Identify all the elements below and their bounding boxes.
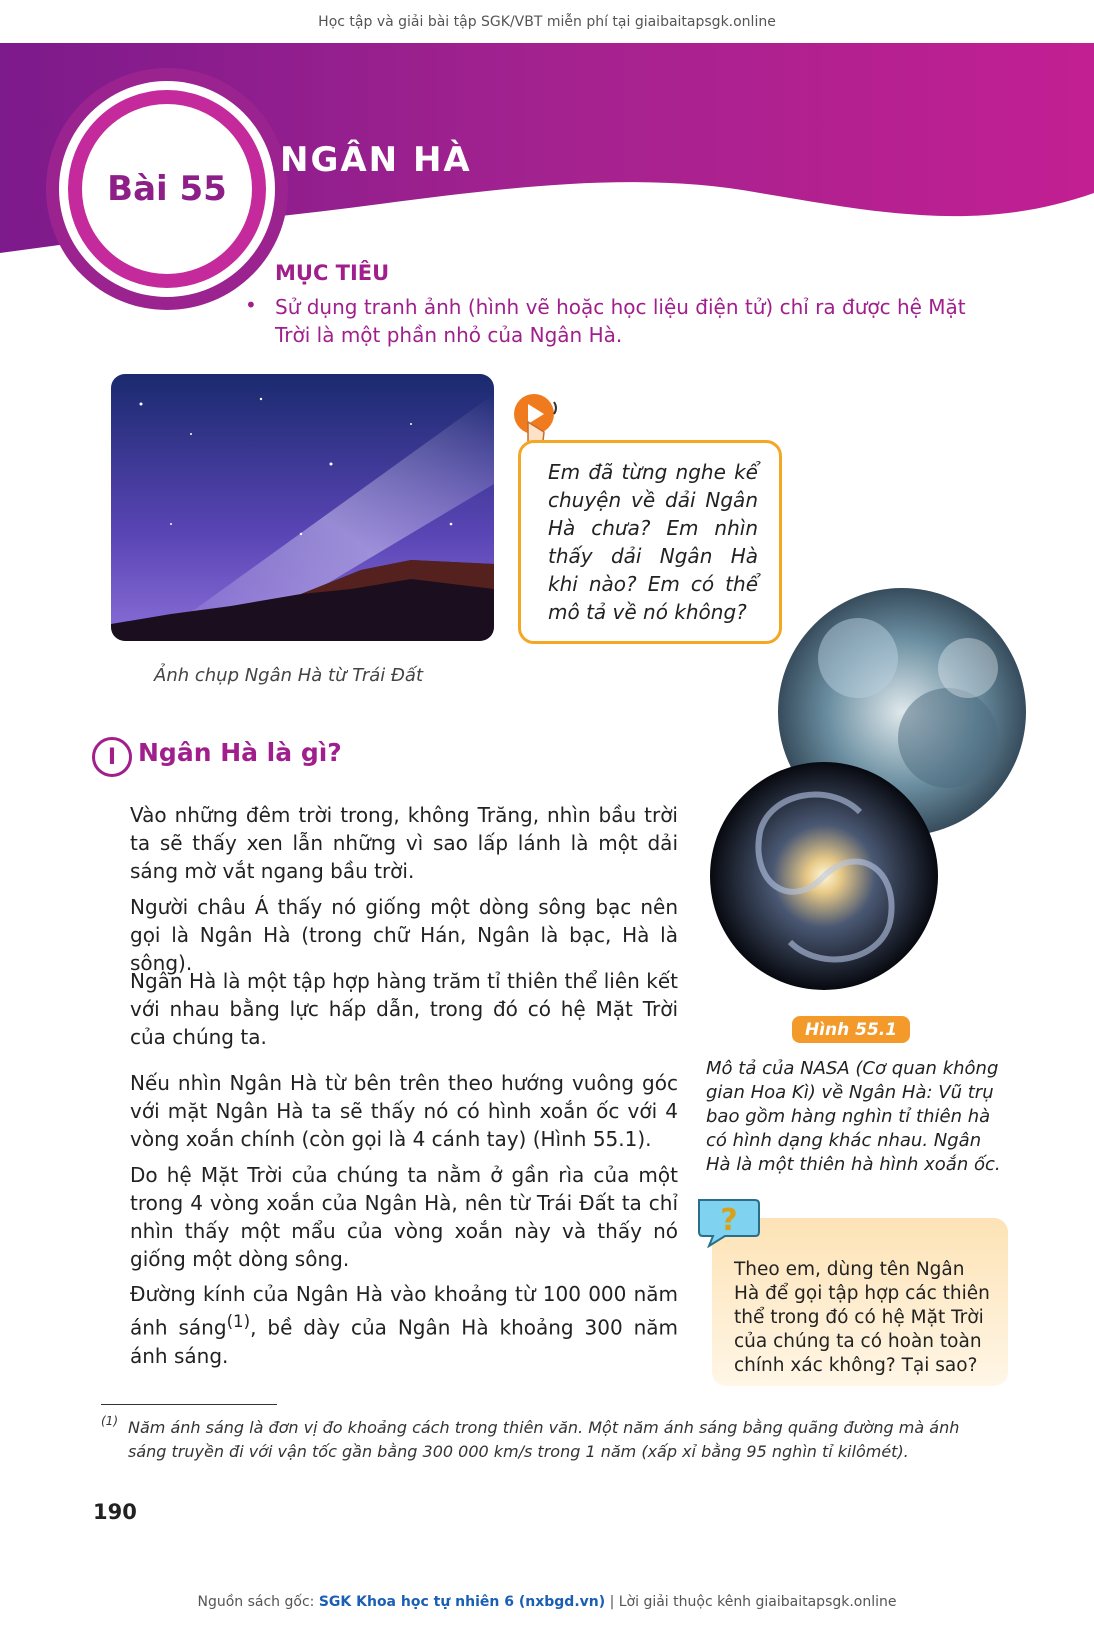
section-number: I bbox=[92, 737, 132, 777]
footnote-mark: (1) bbox=[101, 1414, 118, 1428]
photo-caption: Ảnh chụp Ngân Hà từ Trái Đất bbox=[154, 665, 424, 686]
footer-note bbox=[0, 1594, 1094, 1610]
objectives-item: Sử dụng tranh ảnh (hình vẽ hoặc học liệu điện tử) chỉ ra được hệ Mặt Trời là một phần nhỏ của Ngân Hà. bbox=[275, 295, 966, 347]
objectives-bullet: • bbox=[245, 293, 257, 317]
paragraph-text: , bề dày của Ngân Hà khoảng 300 năm ánh sáng. bbox=[130, 1315, 678, 1368]
paragraph: Do hệ Mặt Trời của chúng ta nằm ở gần rìa của một trong 4 vòng xoắn của Ngân Hà, nên từ Trái Đất ta chỉ nhìn thấy một mẩu của vòng xoắn này và thấy nó giống một dòng sông. bbox=[130, 1163, 678, 1271]
question-icon bbox=[695, 1196, 765, 1248]
milky-way-galaxy-image bbox=[710, 762, 938, 990]
figure-caption: Mô tả của NASA (Cơ quan không gian Hoa Kì) về Ngân Hà: Vũ trụ bao gồm hàng nghìn tỉ thiên hà có hình dạng khác nhau. Ngân Hà là một thiên hà hình xoắn ốc. bbox=[706, 1058, 1001, 1175]
paragraph: Ngân Hà là một tập hợp hàng trăm tỉ thiên thể liên kết với nhau bằng lực hấp dẫn, trong đó có hệ Mặt Trời của chúng ta. bbox=[130, 969, 678, 1049]
lesson-number: Bài 55 bbox=[107, 169, 227, 209]
question-mark: ? bbox=[720, 1203, 738, 1238]
paragraph-diameter bbox=[130, 1280, 678, 1370]
figure-label: Hình 55.1 bbox=[792, 1016, 910, 1043]
page-number: 190 bbox=[93, 1500, 137, 1524]
footnote-text: Năm ánh sáng là đơn vị đo khoảng cách trong thiên văn. Một năm ánh sáng bằng quãng đường mà ánh sáng truyền đi với vận tốc gần bằng 300 000 km/s trong 1 năm (xấp xỉ bằng 95 nghìn tỉ kilômét). bbox=[128, 1418, 960, 1461]
lesson-title: NGÂN HÀ bbox=[280, 140, 472, 180]
paragraph: Nếu nhìn Ngân Hà từ bên trên theo hướng vuông góc với mặt Ngân Hà ta sẽ thấy nó có hình xoắn ốc với 4 vòng xoắn chính (còn gọi là 4 cánh tay) (Hình 55.1). bbox=[130, 1071, 678, 1151]
question-text: Em đã từng nghe kể chuyện về dải Ngân Hà chưa? Em nhìn thấy dải Ngân Hà khi nào? Em có thể mô tả về nó không? bbox=[548, 460, 758, 624]
paragraph: Người châu Á thấy nó giống một dòng sông bạc nên gọi là Ngân Hà (trong chữ Hán, Ngân là bạc, Hà là sông). bbox=[130, 895, 678, 975]
footer-suffix: | Lời giải thuộc kênh giaibaitapsgk.online bbox=[605, 1594, 897, 1610]
objectives-heading: MỤC TIÊU bbox=[275, 261, 390, 285]
header-note: Học tập và giải bài tập SGK/VBT miễn phí tại giaibaitapsgk.online bbox=[318, 14, 776, 30]
footnote-divider bbox=[101, 1404, 277, 1405]
lesson-badge bbox=[68, 90, 266, 288]
paragraph-text: Đường kính của Ngân Hà vào khoảng từ 100 000 năm ánh sáng bbox=[130, 1282, 678, 1340]
footer-prefix: Nguồn sách gốc: bbox=[197, 1594, 319, 1610]
footer-source-link[interactable]: SGK Khoa học tự nhiên 6 (nxbgd.vn) bbox=[318, 1594, 606, 1610]
section-title: Ngân Hà là gì? bbox=[138, 738, 342, 767]
footnote-ref: (1) bbox=[226, 1312, 251, 1331]
paragraph: Vào những đêm trời trong, không Trăng, nhìn bầu trời ta sẽ thấy xen lẫn những vì sao lấp lánh là một dải sáng mờ vắt ngang bầu trời. bbox=[130, 803, 678, 883]
think-text: Theo em, dùng tên Ngân Hà để gọi tập hợp các thiên thể trong đó có hệ Mặt Trời của chúng ta có hoàn toàn chính xác không? Tại sao? bbox=[734, 1259, 990, 1376]
milky-way-photo bbox=[111, 374, 494, 641]
